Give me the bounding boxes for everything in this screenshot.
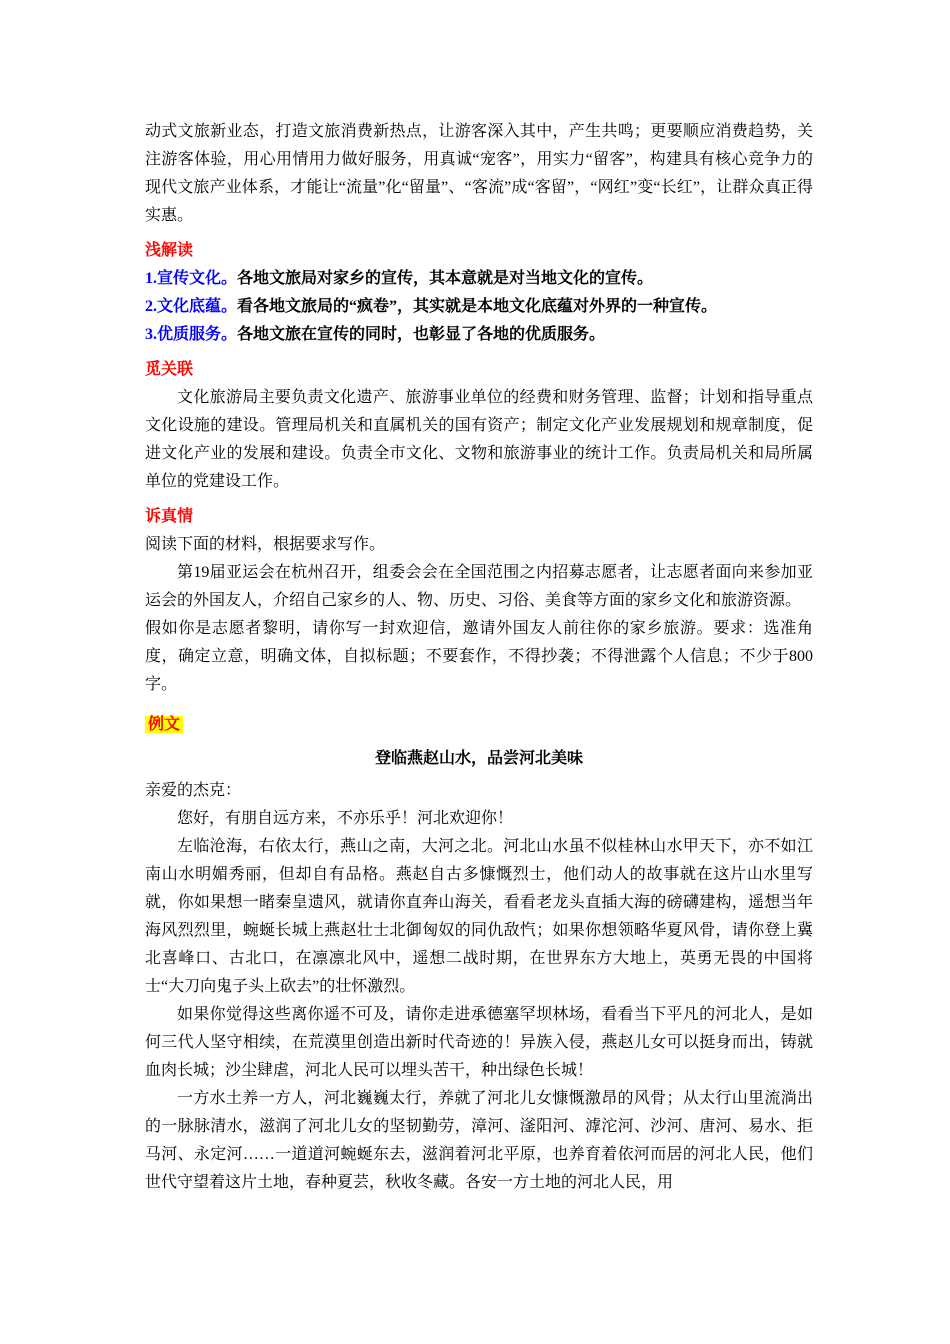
sample-essay-label: 例文	[145, 716, 183, 733]
analysis-point-2-text: 看各地文旅局的“疯卷”，其实就是本地文化底蕴对外界的一种宣传。	[237, 298, 718, 315]
material-paragraph: 第19届亚运会在杭州召开，组委会会在全国范围之内招募志愿者，让志愿者面向来参加亚运会的外国友人，介绍自己家乡的人、物、历史、习俗、美食等方面的家乡文化和旅游资源。	[145, 564, 813, 609]
essay-salutation: 亲爱的杰克：	[145, 782, 242, 799]
connection-paragraph: 文化旅游局主要负责文化遗产、旅游事业单位的经费和财务管理、监督；计划和指导重点文化设施的建设。管理局机关和直属机关的国有资产；制定文化产业发展规划和规章制度，促进文化产业的发展和建设。负责全市文化、文物和旅游事业的统计工作。负责局机关和局所属单位的党建设工作。	[145, 389, 813, 490]
connection-heading: 觅关联	[145, 361, 194, 378]
analysis-point-3	[145, 321, 813, 349]
analysis-point-3-label: 3.优质服务。	[145, 326, 238, 343]
truth-heading: 诉真情	[145, 508, 194, 525]
task-paragraph: 假如你是志愿者黎明，请你写一封欢迎信，邀请外国友人前往你的家乡旅游。要求：选准角度，确定立意，明确文体，自拟标题；不要套作，不得抄袭；不得泄露个人信息；不少于800字。	[145, 620, 813, 693]
essay-paragraph-2: 左临沧海，右依太行，燕山之南，大河之北。河北山水虽不似桂林山水甲天下，亦不如江南山水明媚秀丽，但却自有品格。燕赵自古多慷慨烈士，他们动人的故事就在这片山水里写就，你如果想一睹秦皇遗风，就请你直奔山海关，看看老龙头直插大海的磅礴建构，遥想当年海风烈烈里，蜿蜒长城上燕赵壮士北御匈奴的同仇敌忾；如果你想领略华夏风骨，请你登上冀北喜峰口、古北口，在凛凛北风中，遥想二战时期，在世界东方大地上，英勇无畏的中国将士“大刀向鬼子头上砍去”的壮怀激烈。	[145, 838, 813, 995]
analysis-point-1-label: 1.宣传文化。	[145, 270, 238, 287]
essay-paragraph-4: 一方水土养一方人，河北巍巍太行，养就了河北儿女慷慨激昂的风骨；从太行山里流淌出的一脉脉清水，滋润了河北儿女的坚韧勤劳，漳河、滏阳河、滹沱河、沙河、唐河、易水、拒马河、永定河……一道道河蜿蜒东去，滋润着河北平原，也养育着依河而居的河北人民，他们世代守望着这片土地，春种夏芸，秋收冬藏。各安一方土地的河北人民，用	[145, 1090, 813, 1191]
analysis-point-2-label: 2.文化底蕴。	[145, 298, 238, 315]
intro-paragraph: 动式文旅新业态，打造文旅消费新热点，让游客深入其中，产生共鸣；更要顺应消费趋势，关注游客体验，用心用情用力做好服务，用真诚“宠客”，用实力“留客”，构建具有核心竞争力的现代文旅产业体系，才能让“流量”化“留量”、“客流”成“客留”，“网红”变“长红”，让群众真正得实惠。	[145, 123, 813, 224]
sample-essay-heading	[145, 711, 813, 739]
essay-title: 登临燕赵山水，品尝河北美味	[374, 750, 583, 767]
analysis-point-1	[145, 265, 813, 293]
analysis-heading: 浅解读	[145, 242, 194, 259]
analysis-point-1-text: 各地文旅局对家乡的宣传，其本意就是对当地文化的宣传。	[237, 270, 654, 287]
essay-paragraph-1: 您好，有朋自远方来，不亦乐乎！河北欢迎你！	[177, 810, 514, 827]
analysis-point-2	[145, 293, 813, 321]
analysis-point-3-text: 各地文旅在宣传的同时，也彰显了各地的优质服务。	[237, 326, 606, 343]
essay-paragraph-3: 如果你觉得这些离你遥不可及，请你走进承德塞罕坝林场，看看当下平凡的河北人，是如何三代人坚守相续，在荒漠里创造出新时代奇迹的！异族入侵，燕赵儿女可以挺身而出，铸就血肉长城；沙尘肆虐，河北人民可以埋头苦干，种出绿色长城！	[145, 1006, 813, 1079]
writing-instruction: 阅读下面的材料，根据要求写作。	[145, 536, 386, 553]
content-area	[145, 118, 813, 1197]
